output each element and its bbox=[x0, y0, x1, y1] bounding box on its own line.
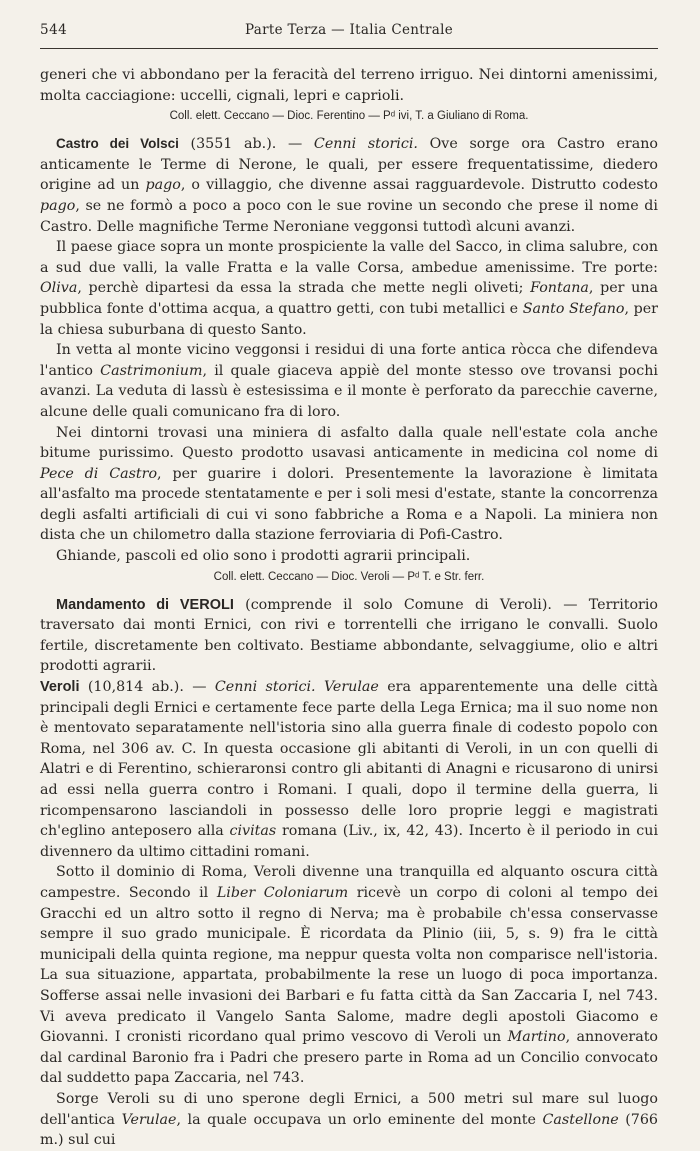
page-number: 544 bbox=[40, 22, 68, 38]
entry-heading-castro-dei-volsci: Castro dei Volsci bbox=[56, 136, 179, 152]
paragraph-dominio: Sotto il dominio di Roma, Veroli divenne una tranquilla ed alquanto oscura città campestre. Secondo il Liber Coloniarum ricevè un corpo di coloni al tempo dei Gracchi ed un altro sotto il regno di Nerva; ma è probabile ch'essa conservasse sempre il suo grado municipale. È ricordata da Plinio (iii, 5, s. 9) fra le città municipali della quinta regione, ma neppur questa volta non comparisce nell'istoria. La sua situazione, appartata, probabilmente la rese un luogo di poca importanza. Sofferse assai nelle invasioni dei Barbari e fu fatta città da San Zaccaria I, nel 743. Vi aveva predicato il Vangelo Santa Salome, madre degli apostoli Giacomo e Giovanni. I cronisti ricordano qual primo vescovo di Veroli un Martino, annoverato dal cardinal Baronio fra i Padri che presero parte in Roma ad un Concilio convocato dal suddetto papa Zaccaria, nel 743. bbox=[40, 864, 658, 1087]
paragraph-sorge-veroli: Sorge Veroli su di uno sperone degli Ernici, a 500 metri sul mare sul luogo dell'antica Verulae, la quale occupava un orlo eminente del monte Castellone (766 m.) sul cui bbox=[40, 1090, 658, 1149]
cenni-storici-label: Cenni storici. bbox=[313, 136, 418, 153]
paragraph-veroli: Veroli (10,814 ab.). — Cenni storici. Verulae era apparentemente una delle città principali degli Ernici e certamente fece parte della Lega Ernica; ma il suo nome non è mentovato separatamente nell'istoria sino alla guerra finale di codesto popolo con Roma, nel 306 av. C. In questa occasione gli abitanti di Veroli, in un con quelli di Alatri e di Ferentino, schieraronsi contro gli abitanti di Anagni e ricusarono di unirsi ad essi nella guerra contro i Romani. I quali, dopo il termine della guerra, li ricompensarono lasciandoli in possesso delle loro proprie leggi e magistrati ch'eglino anteposero alla civitas romana (Liv., ix, 42, 43). Incerto è il periodo in cui divennero da ultimo cittadini romani. bbox=[40, 679, 658, 860]
reference-line-ceccano-veroli: Coll. elett. Ceccano — Dioc. Veroli — Pᵈ T. e Str. ferr. bbox=[213, 570, 485, 583]
paragraph-ghiande: Ghiande, pascoli ed olio sono i prodotti agrarii principali. bbox=[56, 548, 471, 565]
cenni-storici-label: Cenni storici. bbox=[214, 679, 316, 696]
entry-heading-mandamento-veroli: Mandamento di VEROLI bbox=[56, 596, 234, 613]
paragraph-continuation: generi che vi abbondano per la feracità del terreno irriguo. Nei dintorni amenissimi, molta cacciagione: uccelli, cignali, lepri e caprioli. bbox=[40, 67, 658, 104]
reference-line-ceccano-ferentino: Coll. elett. Ceccano — Dioc. Ferentino — Pᵈ ivi, T. a Giuliano di Roma. bbox=[169, 110, 529, 123]
page-body bbox=[40, 65, 658, 1151]
header-rule bbox=[40, 48, 658, 49]
paragraph-paese: Il paese giace sopra un monte prospiciente la valle del Sacco, in clima salubre, con a sud due valli, la valle Fratta e la valle Corsa, ambedue amenissime. Tre porte: Oliva, perchè dipartesi da essa la strada che mette negli oliveti; Fontana, per una pubblica fonte d'ottima acqua, a quattro getti, con tubi metallici e Santo Stefano, per la chiesa suburbana di questo Santo. bbox=[40, 239, 658, 338]
paragraph-asfalto: Nei dintorni trovasi una miniera di asfalto dalla quale nell'estate cola anche bitume purissimo. Questo prodotto usavasi anticamente in medicina col nome di Pece di Castro, per guarire i dolori. Presentemente la lavorazione è limitata all'asfalto ma procede stentatamente e per i soli mesi d'estate, stante la concorrenza degli asfalti artificiali di cui vi sono fabbriche a Roma e a Napoli. La miniera non dista che un chilometro dalla stazione ferroviaria di Pofi-Castro. bbox=[40, 424, 658, 544]
entry-heading-veroli: Veroli bbox=[40, 679, 80, 696]
paragraph-vetta: In vetta al monte vicino veggonsi i residui di una forte antica ròcca che difendeva l'antico Castrimonium, il quale giaceva appiè del monte stesso ove trovansi pochi avanzi. La veduta di lassù è estesissima e il monte è perforato da parecchie caverne, alcune delle quali comunicano fra di loro. bbox=[40, 342, 658, 420]
paragraph-mandamento-veroli: Mandamento di VEROLI (comprende il solo Comune di Veroli). — Territorio traversato dai monti Ernici, con rivi e torrentelli che irrigano le convalli. Suolo fertile, discretamente ben coltivato. Bestiame abbondante, selvaggiume, olio e altri prodotti agrarii. bbox=[40, 596, 659, 675]
running-title: Parte Terza — Italia Centrale bbox=[244, 22, 454, 38]
paragraph-castro-dei-volsci: Castro dei Volsci (3551 ab.). — Cenni storici. Ove sorge ora Castro erano anticamente le Terme di Nerone, le quali, per essere frequentatissime, diedero origine ad un pago, o villaggio, che divenne assai ragguardevole. Distrutto codesto pago, se ne formò a poco a poco con le sue rovine un secondo che prese il nome di Castro. Delle magnifiche Terme Neroniane veggonsi tuttodì alcuni avanzi. bbox=[40, 136, 658, 235]
page-header bbox=[40, 22, 658, 44]
